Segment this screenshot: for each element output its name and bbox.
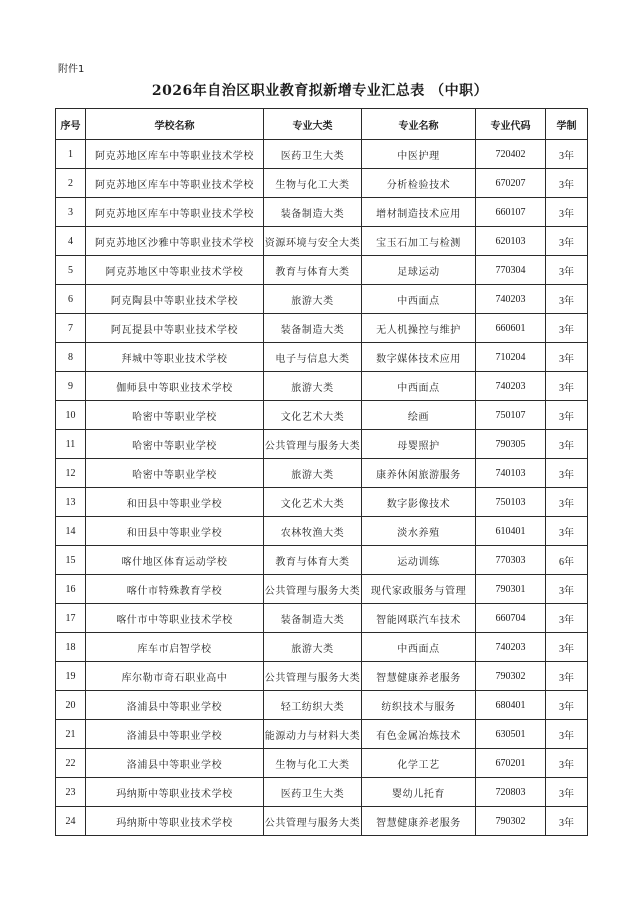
- cell-years: 3年: [546, 256, 588, 285]
- table-row: [56, 662, 588, 691]
- table-row: [56, 691, 588, 720]
- cell-major: 数字影像技术: [362, 488, 476, 517]
- cell-years: 3年: [546, 372, 588, 401]
- cell-category: 资源环境与安全大类: [264, 227, 362, 256]
- table-row: [56, 575, 588, 604]
- cell-school: 和田县中等职业学校: [86, 517, 264, 546]
- cell-no: 8: [56, 343, 86, 372]
- cell-category: 生物与化工大类: [264, 169, 362, 198]
- cell-no: 22: [56, 749, 86, 778]
- cell-code: 660107: [476, 198, 546, 227]
- cell-category: 公共管理与服务大类: [264, 430, 362, 459]
- cell-no: 16: [56, 575, 86, 604]
- cell-category: 装备制造大类: [264, 198, 362, 227]
- cell-code: 660601: [476, 314, 546, 343]
- cell-category: 农林牧渔大类: [264, 517, 362, 546]
- cell-school: 阿克苏地区沙雅中等职业技术学校: [86, 227, 264, 256]
- cell-category: 公共管理与服务大类: [264, 575, 362, 604]
- cell-no: 21: [56, 720, 86, 749]
- cell-major: 婴幼儿托育: [362, 778, 476, 807]
- cell-school: 洛浦县中等职业学校: [86, 691, 264, 720]
- cell-school: 阿克苏地区中等职业技术学校: [86, 256, 264, 285]
- cell-no: 19: [56, 662, 86, 691]
- cell-code: 740103: [476, 459, 546, 488]
- cell-category: 能源动力与材料大类: [264, 720, 362, 749]
- cell-major: 化学工艺: [362, 749, 476, 778]
- cell-category: 教育与体育大类: [264, 256, 362, 285]
- table-row: [56, 343, 588, 372]
- table-row: [56, 314, 588, 343]
- cell-code: 750103: [476, 488, 546, 517]
- cell-school: 伽师县中等职业技术学校: [86, 372, 264, 401]
- table-row: [56, 430, 588, 459]
- table-body: [56, 140, 588, 836]
- cell-no: 5: [56, 256, 86, 285]
- cell-years: 3年: [546, 227, 588, 256]
- cell-years: 3年: [546, 401, 588, 430]
- table-row: [56, 401, 588, 430]
- header-no: 序号: [56, 109, 86, 140]
- cell-years: 3年: [546, 720, 588, 749]
- cell-years: 3年: [546, 198, 588, 227]
- table-row: [56, 807, 588, 836]
- cell-code: 790301: [476, 575, 546, 604]
- cell-years: 3年: [546, 778, 588, 807]
- cell-major: 运动训练: [362, 546, 476, 575]
- major-summary-table: [55, 108, 588, 836]
- cell-code: 610401: [476, 517, 546, 546]
- cell-major: 中医护理: [362, 140, 476, 169]
- cell-no: 9: [56, 372, 86, 401]
- cell-major: 中西面点: [362, 285, 476, 314]
- table-row: [56, 140, 588, 169]
- document-title: 2026年自治区职业教育拟新增专业汇总表 （中职）: [151, 83, 489, 99]
- cell-years: 3年: [546, 633, 588, 662]
- cell-category: 公共管理与服务大类: [264, 662, 362, 691]
- cell-no: 7: [56, 314, 86, 343]
- cell-code: 670201: [476, 749, 546, 778]
- table-row: [56, 546, 588, 575]
- cell-school: 喀什市中等职业技术学校: [86, 604, 264, 633]
- table-row: [56, 285, 588, 314]
- cell-years: 3年: [546, 488, 588, 517]
- cell-category: 生物与化工大类: [264, 749, 362, 778]
- header-code: 专业代码: [476, 109, 546, 140]
- cell-no: 2: [56, 169, 86, 198]
- cell-years: 3年: [546, 517, 588, 546]
- cell-major: 无人机操控与维护: [362, 314, 476, 343]
- cell-code: 770304: [476, 256, 546, 285]
- cell-code: 710204: [476, 343, 546, 372]
- cell-school: 喀什市特殊教育学校: [86, 575, 264, 604]
- cell-code: 750107: [476, 401, 546, 430]
- cell-school: 玛纳斯中等职业技术学校: [86, 778, 264, 807]
- cell-school: 拜城中等职业技术学校: [86, 343, 264, 372]
- cell-years: 3年: [546, 459, 588, 488]
- cell-no: 11: [56, 430, 86, 459]
- cell-no: 18: [56, 633, 86, 662]
- table-row: [56, 256, 588, 285]
- cell-category: 旅游大类: [264, 633, 362, 662]
- cell-category: 旅游大类: [264, 285, 362, 314]
- cell-category: 医药卫生大类: [264, 140, 362, 169]
- header-major: 专业名称: [362, 109, 476, 140]
- table-row: [56, 749, 588, 778]
- cell-school: 哈密中等职业学校: [86, 459, 264, 488]
- table-row: [56, 604, 588, 633]
- cell-no: 10: [56, 401, 86, 430]
- cell-no: 17: [56, 604, 86, 633]
- cell-years: 3年: [546, 169, 588, 198]
- cell-major: 数字媒体技术应用: [362, 343, 476, 372]
- cell-code: 620103: [476, 227, 546, 256]
- cell-no: 15: [56, 546, 86, 575]
- cell-years: 3年: [546, 285, 588, 314]
- cell-category: 装备制造大类: [264, 604, 362, 633]
- table-row: [56, 198, 588, 227]
- cell-no: 24: [56, 807, 86, 836]
- header-school: 学校名称: [86, 109, 264, 140]
- cell-school: 阿克苏地区库车中等职业技术学校: [86, 140, 264, 169]
- cell-major: 绘画: [362, 401, 476, 430]
- cell-school: 玛纳斯中等职业技术学校: [86, 807, 264, 836]
- cell-school: 阿克苏地区库车中等职业技术学校: [86, 169, 264, 198]
- cell-category: 公共管理与服务大类: [264, 807, 362, 836]
- cell-major: 康养休闲旅游服务: [362, 459, 476, 488]
- cell-major: 宝玉石加工与检测: [362, 227, 476, 256]
- cell-years: 3年: [546, 343, 588, 372]
- cell-major: 母婴照护: [362, 430, 476, 459]
- cell-major: 中西面点: [362, 633, 476, 662]
- cell-code: 740203: [476, 285, 546, 314]
- table-row: [56, 372, 588, 401]
- cell-major: 足球运动: [362, 256, 476, 285]
- cell-major: 智能网联汽车技术: [362, 604, 476, 633]
- cell-category: 轻工纺织大类: [264, 691, 362, 720]
- table-row: [56, 778, 588, 807]
- cell-no: 3: [56, 198, 86, 227]
- cell-code: 790302: [476, 807, 546, 836]
- cell-years: 3年: [546, 749, 588, 778]
- cell-major: 纺织技术与服务: [362, 691, 476, 720]
- cell-code: 680401: [476, 691, 546, 720]
- cell-school: 和田县中等职业学校: [86, 488, 264, 517]
- cell-major: 淡水养殖: [362, 517, 476, 546]
- cell-code: 740203: [476, 372, 546, 401]
- cell-school: 库车市启智学校: [86, 633, 264, 662]
- cell-years: 3年: [546, 604, 588, 633]
- cell-school: 阿克苏地区库车中等职业技术学校: [86, 198, 264, 227]
- cell-category: 电子与信息大类: [264, 343, 362, 372]
- table-row: [56, 517, 588, 546]
- cell-no: 13: [56, 488, 86, 517]
- cell-years: 3年: [546, 807, 588, 836]
- cell-no: 12: [56, 459, 86, 488]
- table-row: [56, 488, 588, 517]
- table-row: [56, 720, 588, 749]
- cell-school: 洛浦县中等职业学校: [86, 749, 264, 778]
- cell-category: 文化艺术大类: [264, 401, 362, 430]
- cell-code: 740203: [476, 633, 546, 662]
- cell-code: 770303: [476, 546, 546, 575]
- attachment-label: 附件1: [58, 64, 85, 75]
- cell-code: 790302: [476, 662, 546, 691]
- cell-no: 23: [56, 778, 86, 807]
- cell-category: 装备制造大类: [264, 314, 362, 343]
- cell-years: 3年: [546, 575, 588, 604]
- cell-major: 有色金属冶炼技术: [362, 720, 476, 749]
- cell-major: 智慧健康养老服务: [362, 662, 476, 691]
- cell-years: 3年: [546, 140, 588, 169]
- cell-category: 旅游大类: [264, 372, 362, 401]
- cell-code: 790305: [476, 430, 546, 459]
- cell-years: 6年: [546, 546, 588, 575]
- cell-major: 现代家政服务与管理: [362, 575, 476, 604]
- cell-no: 4: [56, 227, 86, 256]
- cell-category: 文化艺术大类: [264, 488, 362, 517]
- table-row: [56, 459, 588, 488]
- cell-school: 哈密中等职业学校: [86, 430, 264, 459]
- cell-school: 喀什地区体育运动学校: [86, 546, 264, 575]
- cell-category: 旅游大类: [264, 459, 362, 488]
- header-category: 专业大类: [264, 109, 362, 140]
- cell-no: 20: [56, 691, 86, 720]
- table-row: [56, 227, 588, 256]
- cell-school: 洛浦县中等职业学校: [86, 720, 264, 749]
- cell-code: 720803: [476, 778, 546, 807]
- cell-years: 3年: [546, 691, 588, 720]
- cell-code: 720402: [476, 140, 546, 169]
- cell-school: 阿克陶县中等职业技术学校: [86, 285, 264, 314]
- cell-code: 630501: [476, 720, 546, 749]
- cell-school: 阿瓦提县中等职业技术学校: [86, 314, 264, 343]
- cell-category: 教育与体育大类: [264, 546, 362, 575]
- cell-major: 智慧健康养老服务: [362, 807, 476, 836]
- cell-major: 分析检验技术: [362, 169, 476, 198]
- header-years: 学制: [546, 109, 588, 140]
- cell-category: 医药卫生大类: [264, 778, 362, 807]
- cell-major: 增材制造技术应用: [362, 198, 476, 227]
- cell-code: 670207: [476, 169, 546, 198]
- table-row: [56, 169, 588, 198]
- cell-years: 3年: [546, 430, 588, 459]
- cell-no: 6: [56, 285, 86, 314]
- cell-years: 3年: [546, 662, 588, 691]
- cell-school: 哈密中等职业学校: [86, 401, 264, 430]
- table-header-row: [56, 109, 588, 140]
- cell-school: 库尔勒市奇石职业高中: [86, 662, 264, 691]
- table-row: [56, 633, 588, 662]
- cell-major: 中西面点: [362, 372, 476, 401]
- cell-no: 14: [56, 517, 86, 546]
- cell-no: 1: [56, 140, 86, 169]
- cell-code: 660704: [476, 604, 546, 633]
- cell-years: 3年: [546, 314, 588, 343]
